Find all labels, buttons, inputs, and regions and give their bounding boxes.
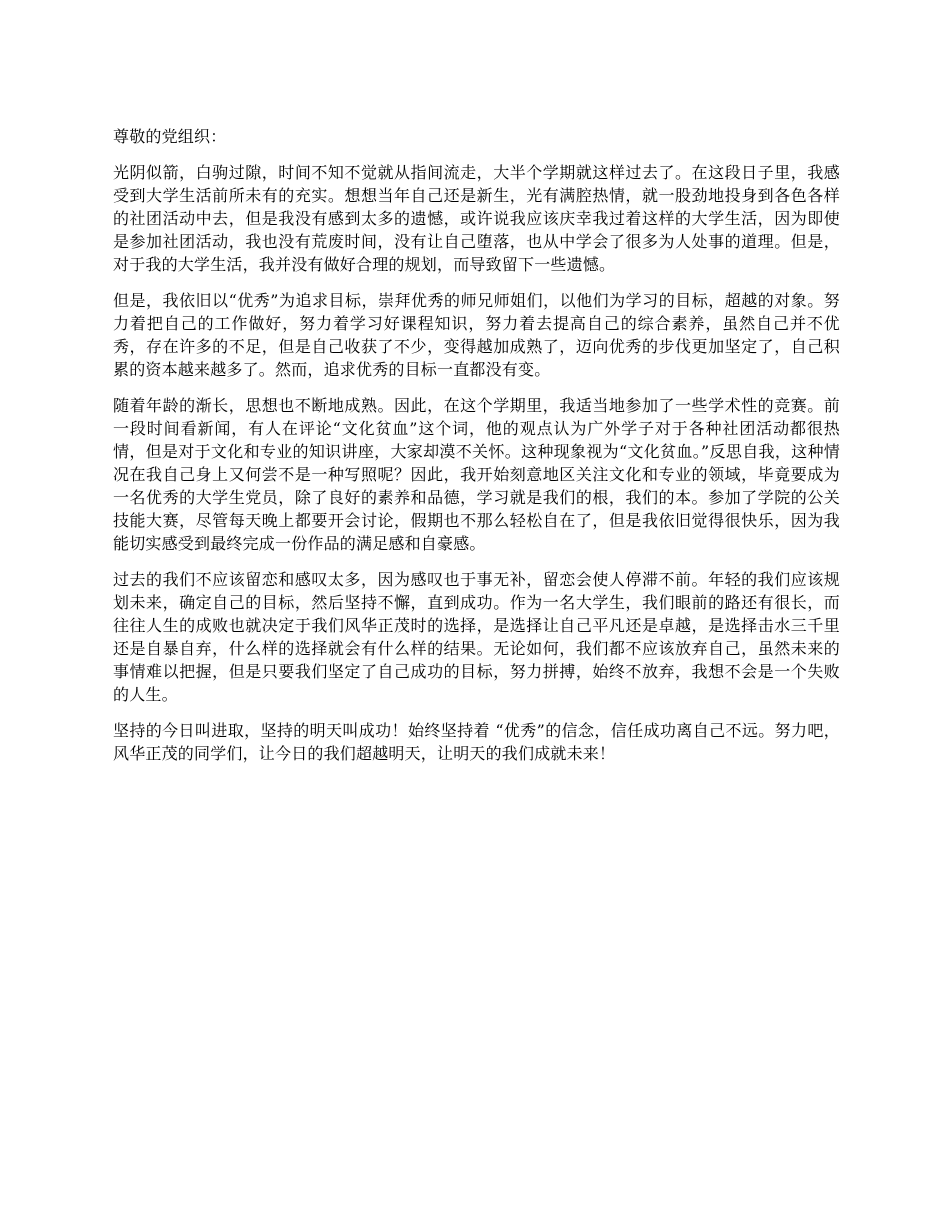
paragraph-2: 但是，我依旧以“优秀”为追求目标，崇拜优秀的师兄师姐们，以他们为学习的目标，超越的对象。努力着把自己的工作做好，努力着学习好课程知识，努力着去提高自己的综合素养，虽然自己并不优秀，存在许多的不足，但是自己收获了不少，变得越加成熟了，迈向优秀的步伐更加坚定了，自己积累的资本越来越多了。然而，追求优秀的目标一直都没有变。 xyxy=(113,291,840,379)
paragraph-3: 随着年龄的渐长，思想也不断地成熟。因此，在这个学期里，我适当地参加了一些学术性的竞赛。前一段时间看新闻，有人在评论“文化贫血”这个词，他的观点认为广外学子对于各种社团活动都很热情，但是对于文化和专业的知识讲座，大家却漠不关怀。这种现象视为“文化贫血。”反思自我，这种情况在我自己身上又何尝不是一种写照呢？因此，我开始刻意地区关注文化和专业的领域，毕竟要成为一名优秀的大学生党员，除了良好的素养和品德，学习就是我们的根，我们的本。参加了学院的公关技能大赛，尽管每天晚上都要开会讨论，假期也不那么轻松自在了，但是我依旧觉得很快乐，因为我能切实感受到最终完成一份作品的满足感和自豪感。 xyxy=(113,396,840,553)
paragraph-4: 过去的我们不应该留恋和感叹太多，因为感叹也于事无补，留恋会使人停滞不前。年轻的我们应该规划未来，确定自己的目标，然后坚持不懈，直到成功。作为一名大学生，我们眼前的路还有很长，而往往人生的成败也就决定于我们风华正茂时的选择，是选择让自己平凡还是卓越，是选择击水三千里还是自暴自弃，什么样的选择就会有什么样的结果。无论如何，我们都不应该放弃自己，虽然未来的事情难以把握，但是只要我们坚定了自己成功的目标，努力拼搏，始终不放弃，我想不会是一个失败的人生。 xyxy=(113,570,840,704)
document-body xyxy=(113,125,840,778)
paragraph-1: 光阴似箭，白驹过隙，时间不知不觉就从指间流走，大半个学期就这样过去了。在这段日子里，我感受到大学生活前所未有的充实。想想当年自己还是新生，光有满腔热情，就一股劲地投身到各色各样的社团活动中去，但是我没有感到太多的遗憾，或许说我应该庆幸我过着这样的大学生活，因为即使是参加社团活动，我也没有荒废时间，没有让自己堕落，也从中学会了很多为人处事的道理。但是，对于我的大学生活，我并没有做好合理的规划，而导致留下一些遗憾。 xyxy=(113,163,840,274)
salutation: 尊敬的党组织： xyxy=(113,127,227,146)
paragraph-5: 坚持的今日叫进取，坚持的明天叫成功！始终坚持着 “优秀”的信念，信任成功离自己不远。努力吧，风华正茂的同学们，让今日的我们超越明天，让明天的我们成就未来！ xyxy=(113,721,840,763)
